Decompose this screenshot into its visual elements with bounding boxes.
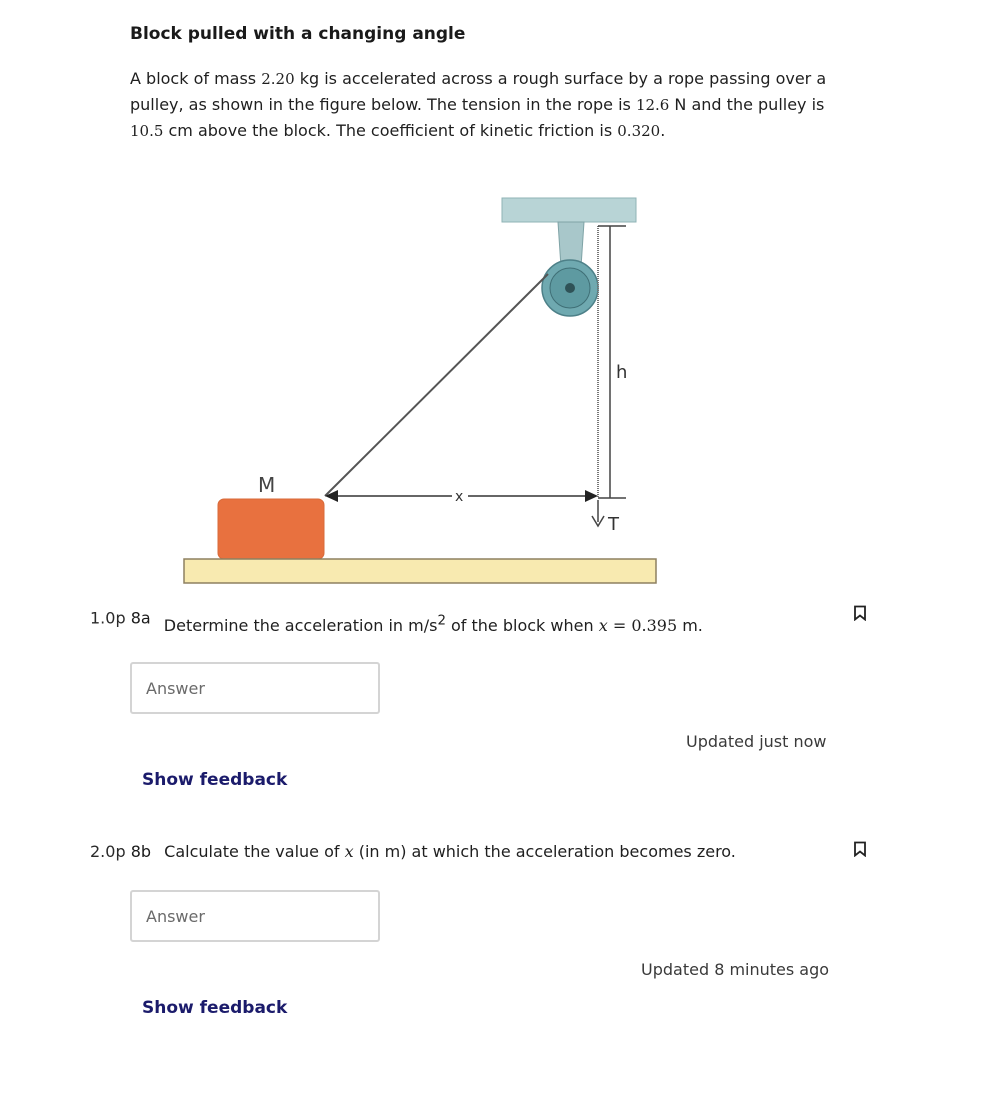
ceiling-bar: [502, 198, 636, 222]
answer-input[interactable]: [130, 662, 380, 714]
answer-input[interactable]: [130, 890, 380, 942]
label-t: T: [608, 514, 619, 535]
label-h: h: [616, 362, 628, 383]
show-feedback-link[interactable]: Show feedback: [142, 998, 288, 1018]
floor: [184, 559, 656, 583]
question-points: 1.0p: [90, 608, 126, 628]
rope: [325, 274, 548, 496]
pulley-figure: [180, 190, 660, 590]
label-x: x: [455, 489, 464, 505]
question-number: 8b: [130, 842, 152, 861]
height-value: 10.5: [130, 122, 164, 140]
problem-title: Block pulled with a changing angle: [130, 24, 466, 44]
bookmark-icon[interactable]: [853, 841, 867, 857]
block: [218, 499, 324, 559]
mass-value: 2.20: [261, 70, 295, 88]
bookmark-icon[interactable]: [853, 605, 867, 621]
problem-intro: A block of mass 2.20 kg is accelerated across a rough surface by a rope passing over a pulley, as shown in the figure below. The tension in the rope is 12.6 N and the pulley is 10.5 cm above the block. The coefficient of kinetic friction is 0.320.: [130, 69, 827, 140]
label-mass: M: [258, 473, 276, 497]
question-8b: [90, 842, 736, 861]
question-number: 8a: [130, 608, 151, 628]
question-text: Calculate the value of x (in m) at which the acceleration becomes zero.: [164, 842, 736, 861]
question-text: Determine the acceleration in $m/s^2$ of the block when x = 0.395 m.: [163, 614, 703, 636]
tension-value: 12.6: [635, 96, 670, 114]
updated-status: Updated just now: [686, 732, 827, 751]
show-feedback-link[interactable]: Show feedback: [142, 770, 288, 790]
question-8a: [90, 606, 703, 636]
updated-status: Updated 8 minutes ago: [641, 960, 830, 979]
question-points: 2.0p: [90, 842, 126, 861]
friction-value: 0.320: [617, 122, 661, 140]
